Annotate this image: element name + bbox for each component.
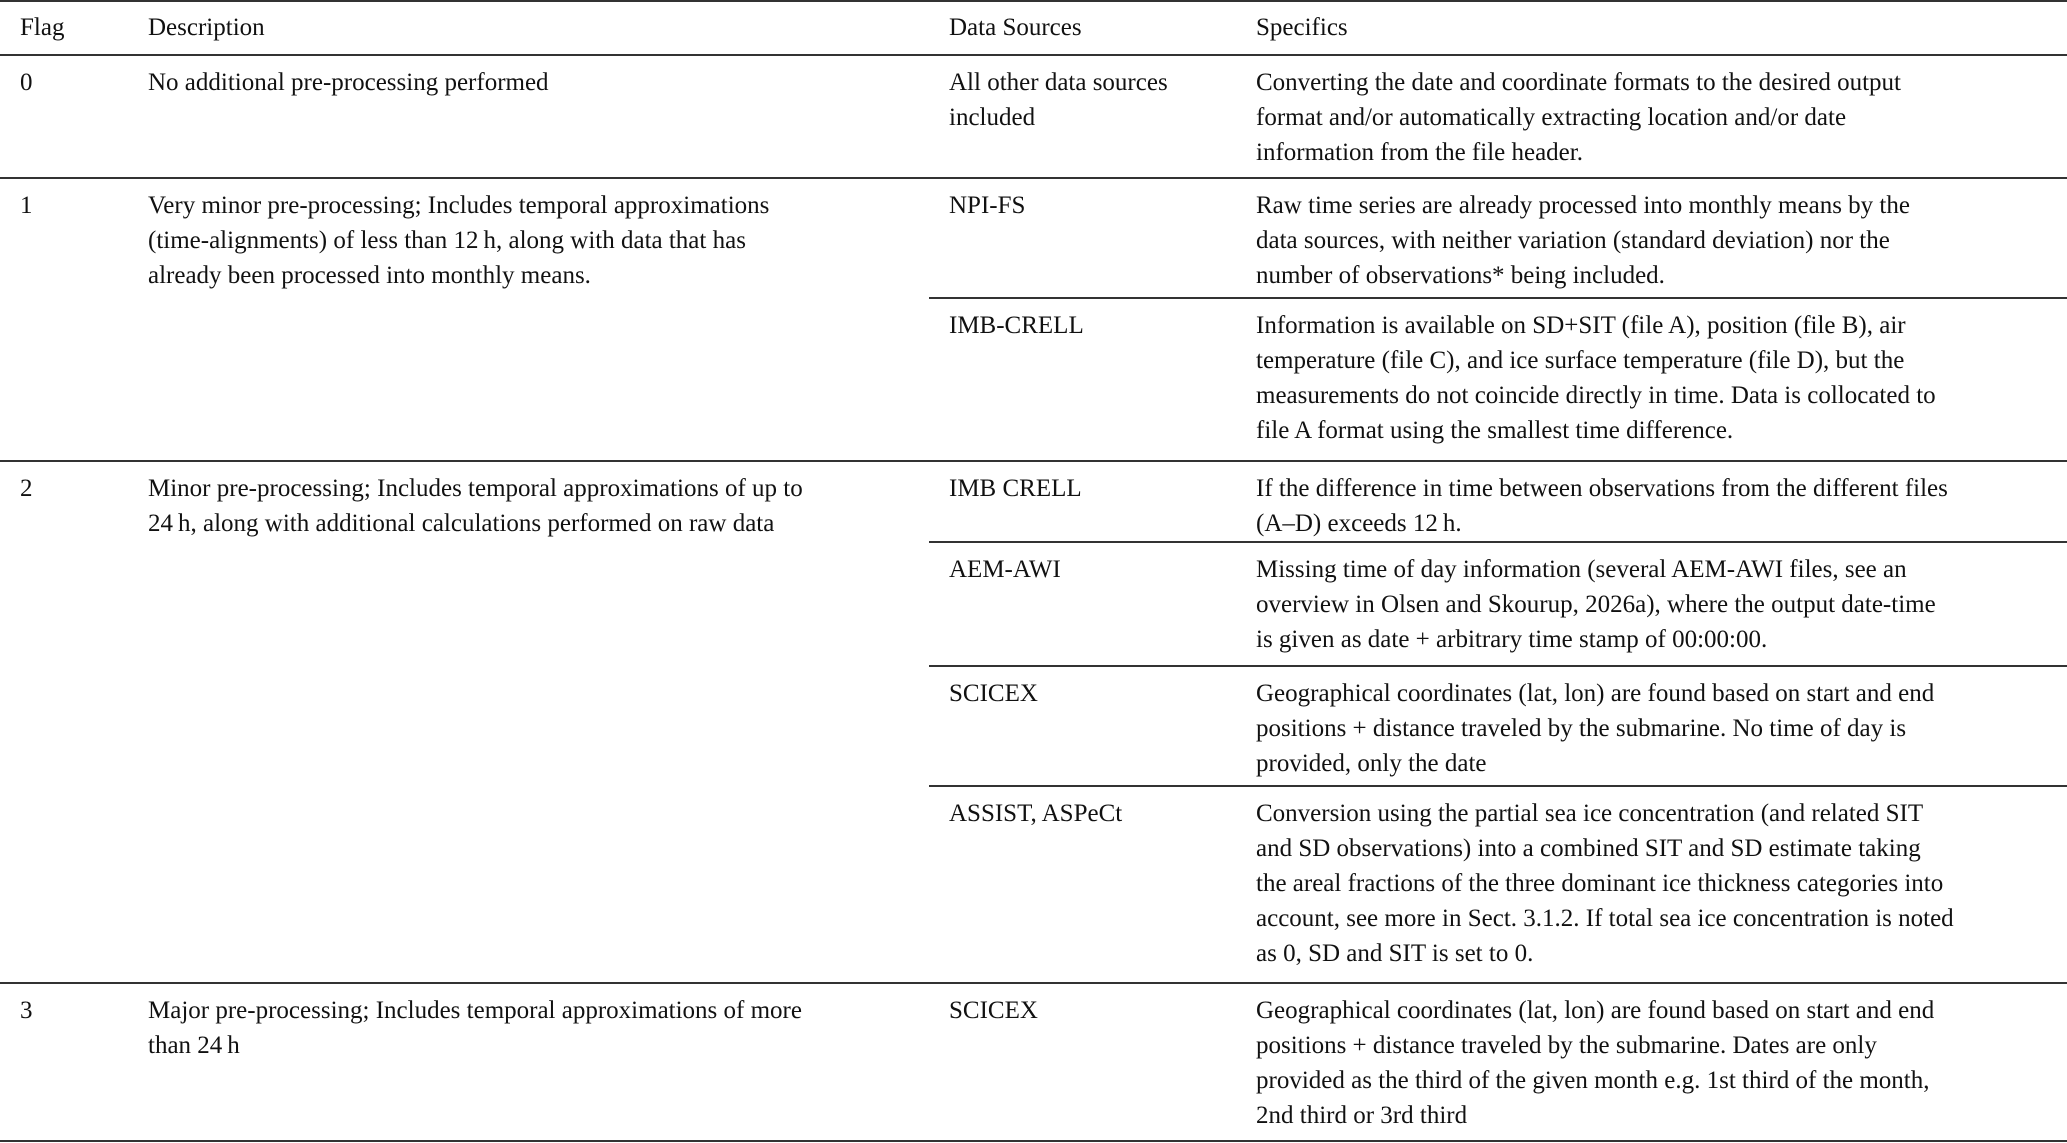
specifics [1256, 993, 1934, 1133]
specifics-line: measurements do not coincide directly in time. Data is collocated to [1256, 382, 1936, 409]
specifics-line: number of observations* being included. [1256, 262, 1665, 289]
specifics-line: overview in Olsen and Skourup, 2026a), where the output date-time [1256, 591, 1936, 618]
specifics [1256, 552, 1936, 657]
specifics-line: provided as the third of the given month e.g. 1st third of the month, [1256, 1067, 1930, 1094]
specifics-line: Conversion using the partial sea ice concentration (and related SIT [1256, 800, 1924, 827]
flag-description-line: than 24 h [148, 1032, 240, 1059]
data-source [949, 676, 1038, 711]
specifics-line: Geographical coordinates (lat, lon) are found based on start and end [1256, 680, 1935, 707]
data-source [949, 993, 1038, 1028]
data-source [949, 308, 1084, 343]
data-source-line: AEM-AWI [949, 556, 1061, 583]
specifics-line: file A format using the smallest time difference. [1256, 417, 1734, 444]
specifics-line: format and/or automatically extracting location and/or date [1256, 104, 1847, 131]
header-specifics: Specifics [1256, 14, 1348, 41]
data-source [949, 471, 1082, 506]
specifics [1256, 796, 1954, 971]
specifics-line: as 0, SD and SIT is set to 0. [1256, 940, 1534, 967]
specifics-line: provided, only the date [1256, 750, 1487, 777]
flag-description-line: already been processed into monthly means. [148, 262, 591, 289]
flag-description-line: (time-alignments) of less than 12 h, along with data that has [148, 227, 746, 254]
data-source [949, 552, 1061, 587]
top-rule [0, 0, 2067, 2]
specifics-line: Information is available on SD+SIT (file A), position (file B), air [1256, 312, 1906, 339]
data-source-line: All other data sources [949, 69, 1168, 96]
flag-description-line: Minor pre-processing; Includes temporal approximations of up to [148, 475, 803, 502]
specifics-line: and SD observations) into a combined SIT and SD estimate taking [1256, 835, 1921, 862]
specifics-line: Geographical coordinates (lat, lon) are found based on start and end [1256, 997, 1935, 1024]
flag-description-line: No additional pre-processing performed [148, 69, 549, 96]
header-flag: Flag [20, 14, 65, 41]
specifics-line: positions + distance traveled by the submarine. No time of day is [1256, 715, 1907, 742]
specifics [1256, 188, 1910, 293]
data-source [949, 796, 1122, 831]
flag-description-line: Major pre-processing; Includes temporal approximations of more [148, 997, 802, 1024]
data-source-line: ASSIST, ASPeCt [949, 800, 1123, 827]
flag-value: 3 [20, 997, 33, 1024]
specifics [1256, 308, 1936, 448]
specifics-line: is given as date + arbitrary time stamp of 00:00:00. [1256, 626, 1768, 653]
flag-description [148, 188, 769, 293]
flag-description [148, 993, 802, 1063]
specifics-line: Missing time of day information (several AEM-AWI files, see an [1256, 556, 1907, 583]
row-rule [0, 177, 2067, 179]
data-source-line: SCICEX [949, 680, 1038, 707]
row-rule [0, 460, 2067, 462]
sub-row-rule [929, 297, 2067, 299]
sub-row-rule [929, 541, 2067, 543]
flag-description [148, 65, 549, 100]
header-data-sources: Data Sources [949, 14, 1082, 41]
specifics-line: Converting the date and coordinate formats to the desired output [1256, 69, 1901, 96]
flag-description [148, 471, 803, 541]
specifics-line: account, see more in Sect. 3.1.2. If total sea ice concentration is noted [1256, 905, 1954, 932]
specifics [1256, 676, 1934, 781]
data-source-line: IMB-CRELL [949, 312, 1084, 339]
row-rule [0, 982, 2067, 984]
data-source [949, 65, 1168, 135]
header-rule [0, 54, 2067, 56]
specifics-line: temperature (file C), and ice surface temperature (file D), but the [1256, 347, 1905, 374]
flag-description-line: 24 h, along with additional calculations performed on raw data [148, 510, 775, 537]
header-description: Description [148, 14, 265, 41]
data-source-line: NPI-FS [949, 192, 1026, 219]
bottom-rule [0, 1140, 2067, 1142]
data-source-line: IMB CRELL [949, 475, 1082, 502]
data-source-line: SCICEX [949, 997, 1038, 1024]
specifics-line: the areal fractions of the three dominant ice thickness categories into [1256, 870, 1944, 897]
flag-value: 2 [20, 475, 33, 502]
sub-row-rule [929, 665, 2067, 667]
specifics-line: If the difference in time between observations from the different files [1256, 475, 1948, 502]
specifics-line: 2nd third or 3rd third [1256, 1102, 1468, 1129]
specifics-line: data sources, with neither variation (standard deviation) nor the [1256, 227, 1890, 254]
flag-value: 0 [20, 69, 33, 96]
flag-description-line: Very minor pre-processing; Includes temporal approximations [148, 192, 770, 219]
specifics-line: information from the file header. [1256, 139, 1583, 166]
data-source [949, 188, 1025, 223]
data-source-line: included [949, 104, 1036, 131]
specifics-line: Raw time series are already processed into monthly means by the [1256, 192, 1910, 219]
specifics-line: positions + distance traveled by the submarine. Dates are only [1256, 1032, 1877, 1059]
sub-row-rule [929, 785, 2067, 787]
specifics [1256, 471, 1948, 541]
flag-value: 1 [20, 192, 33, 219]
specifics-line: (A–D) exceeds 12 h. [1256, 510, 1462, 537]
specifics [1256, 65, 1901, 170]
